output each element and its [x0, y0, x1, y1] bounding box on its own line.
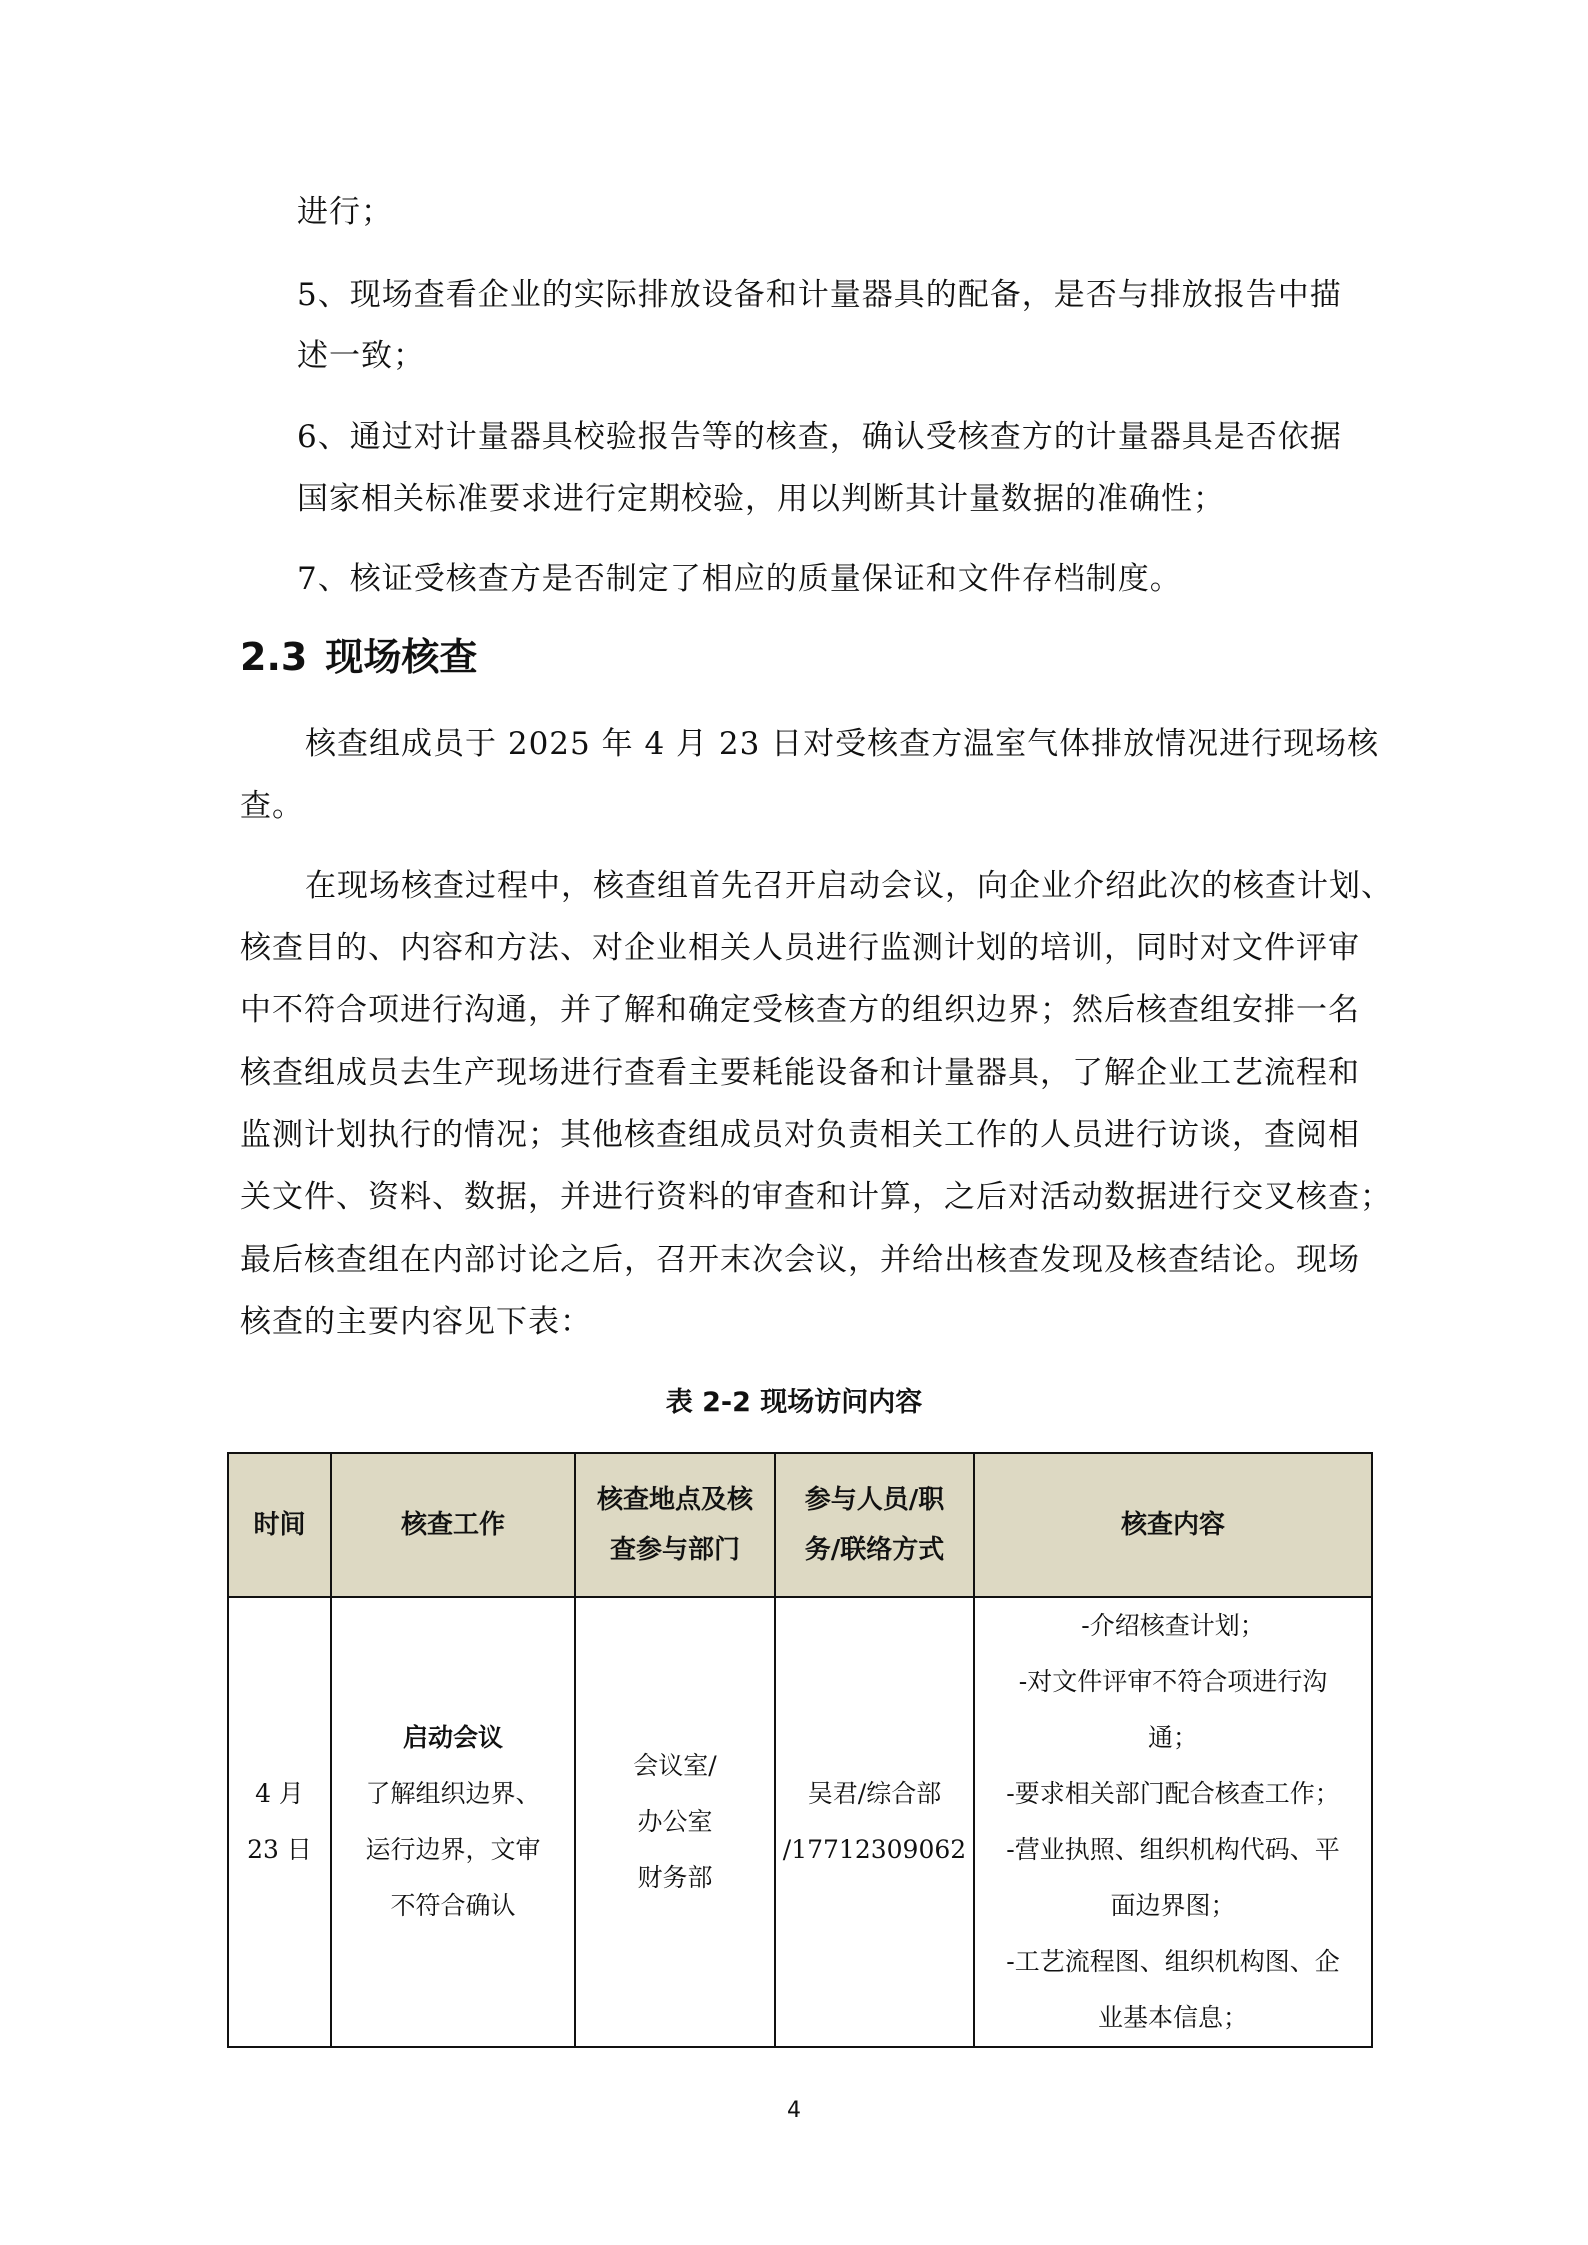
paragraph-line: 国家相关标准要求进行定期校验，用以判断其计量数据的准确性； [297, 481, 1225, 517]
table-caption: 表 2-2 现场访问内容 [665, 1387, 923, 1418]
content-line: -要求相关部门配合核查工作； [1006, 1779, 1340, 1808]
cell-people [775, 1597, 974, 2047]
paragraph-line: 核查组成员去生产现场进行查看主要耗能设备和计量器具，了解企业工艺流程和 [240, 1055, 1360, 1091]
place-line: 办公室 [637, 1807, 713, 1836]
people-line: 吴君/综合部 [807, 1779, 942, 1808]
section-title: 现场核查 [325, 635, 478, 679]
paragraph-line: 在现场核查过程中，核查组首先召开启动会议，向企业介绍此次的核查计划、 [305, 868, 1393, 904]
place-line: 财务部 [637, 1863, 713, 1892]
paragraph-line: 核查目的、内容和方法、对企业相关人员进行监测计划的培训，同时对文件评审 [240, 930, 1360, 966]
cell-place [575, 1597, 775, 2047]
paragraph-line: 监测计划执行的情况；其他核查组成员对负责相关工作的人员进行访谈，查阅相 [240, 1117, 1360, 1153]
time-line: 4 月 [255, 1779, 304, 1808]
cell-task [331, 1597, 575, 2047]
time-line: 23 日 [247, 1835, 312, 1864]
content-line: -工艺流程图、组织机构图、企 [1006, 1947, 1340, 1976]
page-number: 4 [787, 2098, 801, 2123]
header-place [575, 1453, 775, 1597]
paragraph-line: 中不符合项进行沟通，并了解和确定受核查方的组织边界；然后核查组安排一名 [240, 992, 1360, 1028]
header-time: 时间 [228, 1453, 331, 1597]
paragraph-line: 关文件、资料、数据，并进行资料的审查和计算，之后对活动数据进行交叉核查； [240, 1179, 1392, 1215]
task-title: 启动会议 [402, 1723, 503, 1752]
header-task: 核查工作 [331, 1453, 575, 1597]
task-line: 不符合确认 [390, 1891, 516, 1920]
section-number: 2.3 [240, 635, 308, 679]
table-header-row [228, 1453, 1372, 1597]
header-place-line: 查参与部门 [609, 1535, 740, 1565]
paragraph-line: 核查组成员于 2025 年 4 月 23 日对受核查方温室气体排放情况进行现场核 [305, 726, 1380, 762]
paragraph-line: 最后核查组在内部讨论之后，召开末次会议，并给出核查发现及核查结论。现场 [240, 1242, 1360, 1278]
paragraph-line: 查。 [240, 788, 304, 824]
cell-time [228, 1597, 331, 2047]
content-line: 面边界图； [1110, 1891, 1236, 1920]
site-visit-table [227, 1452, 1373, 2048]
paragraph-line: 进行； [297, 194, 393, 230]
header-content: 核查内容 [974, 1453, 1372, 1597]
header-people [775, 1453, 974, 1597]
header-people-line: 务/联络方式 [804, 1535, 945, 1565]
section-heading [240, 632, 477, 682]
content-line: 业基本信息； [1097, 2003, 1248, 2032]
paragraph-line: 5、现场查看企业的实际排放设备和计量器具的配备，是否与排放报告中描 [297, 277, 1342, 313]
paragraph-line: 6、通过对计量器具校验报告等的核查，确认受核查方的计量器具是否依据 [297, 419, 1342, 455]
table-row [228, 1597, 1372, 2047]
people-line: /17712309062 [782, 1835, 967, 1864]
paragraph-line: 7、核证受核查方是否制定了相应的质量保证和文件存档制度。 [297, 561, 1182, 597]
cell-content [974, 1597, 1372, 2047]
place-line: 会议室/ [633, 1751, 717, 1780]
header-people-line: 参与人员/职 [804, 1485, 945, 1515]
header-place-line: 核查地点及核 [596, 1485, 753, 1515]
content-line: 通； [1147, 1723, 1198, 1752]
task-line: 运行边界，文审 [365, 1835, 541, 1864]
paragraph-line: 述一致； [297, 338, 425, 374]
content-line: -介绍核查计划； [1081, 1611, 1265, 1640]
paragraph-line: 核查的主要内容见下表： [240, 1304, 592, 1340]
content-line: -营业执照、组织机构代码、平 [1006, 1835, 1340, 1864]
task-line: 了解组织边界、 [365, 1779, 541, 1808]
content-line: -对文件评审不符合项进行沟 [1018, 1667, 1328, 1696]
